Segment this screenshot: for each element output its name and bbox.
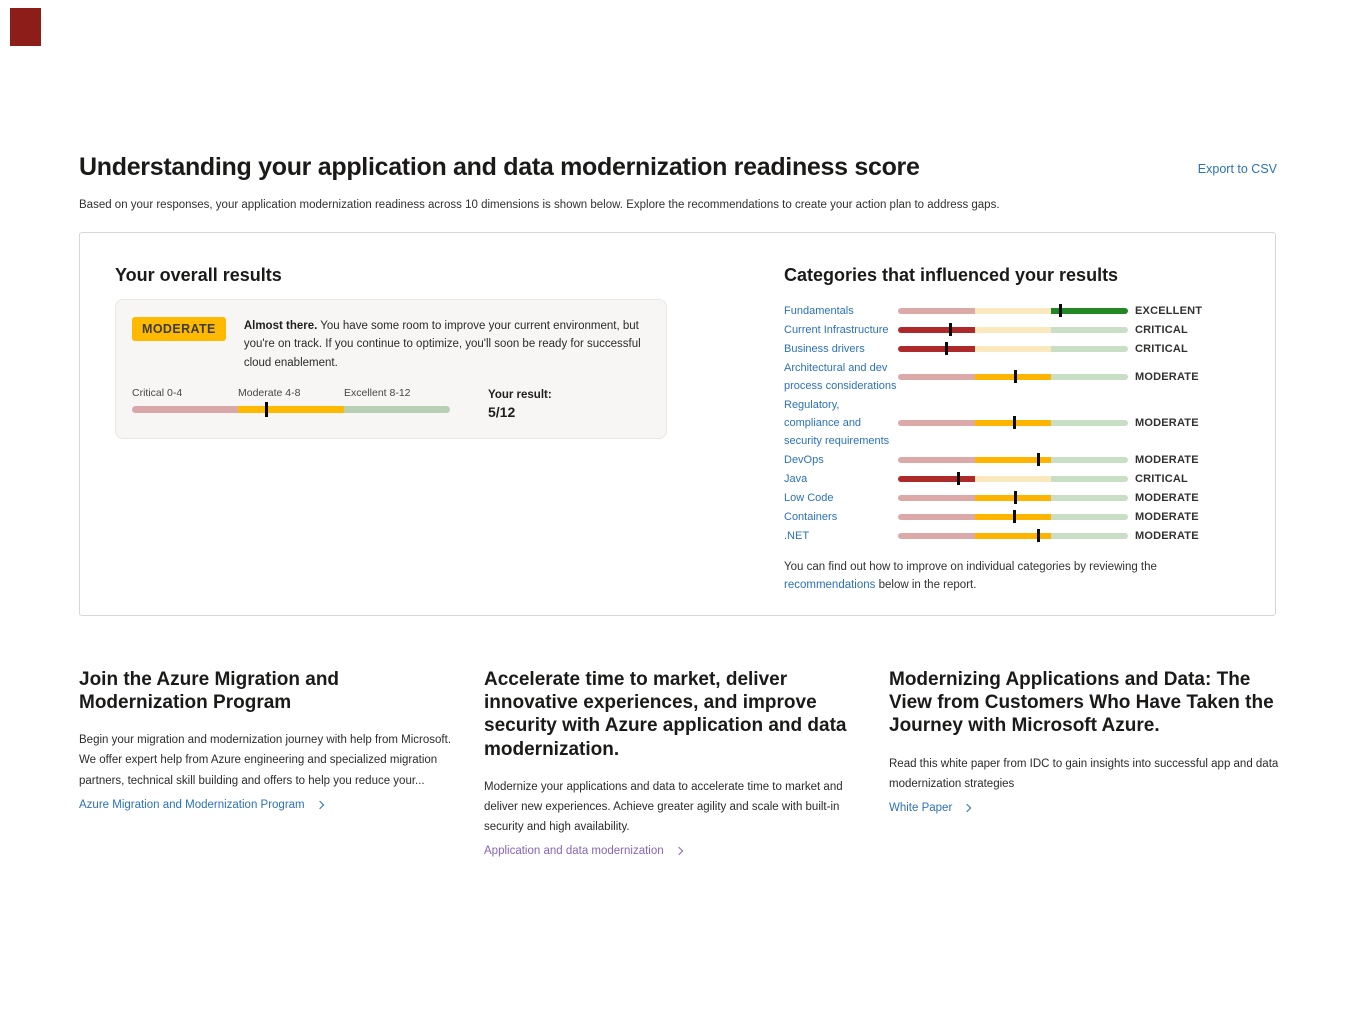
critical-segment [898,533,975,539]
overall-summary-card [115,299,667,439]
summary-bold-text: Almost there. [243,320,318,332]
results-card [79,232,1276,616]
rating-label: EXCELLENT [1135,305,1203,317]
score-marker [1013,510,1016,523]
score-marker [265,402,268,417]
critical-segment [898,457,975,463]
category-link[interactable]: Current Infrastructure [784,324,889,336]
excellent-segment [344,406,450,413]
promo-link-label: White Paper [889,801,953,814]
score-marker [1014,491,1017,504]
overall-score-bar [132,406,450,413]
category-rows [784,302,1254,545]
promo-body: Modernize your applications and data to accelerate time to market and deliver new experiences. Achieve greater agility and scale with built-in security and high availability. [484,780,843,833]
critical-segment [898,514,975,520]
footnote-after: below in the report. [875,579,977,592]
corner-logo-square [10,8,41,46]
category-score-bar [898,457,1128,463]
promo-heading: Join the Azure Migration and Modernization Program [79,669,340,714]
promo-link-label: Application and data modernization [484,845,664,858]
rating-label: MODERATE [1135,417,1199,429]
critical-segment [132,406,238,413]
category-link[interactable]: Fundamentals [784,305,854,317]
excellent-segment [1051,420,1128,426]
score-marker [1059,304,1062,317]
overall-rating-badge: MODERATE [132,317,226,341]
promo-body: Read this white paper from IDC to gain insights into successful app and data modernization strategies [889,757,1279,790]
category-link[interactable]: .NET [784,530,810,542]
overall-score-scale [132,387,450,413]
rating-label: MODERATE [1135,371,1199,383]
overall-summary-text [244,317,650,372]
score-marker [1037,453,1040,466]
category-row [784,489,1254,507]
score-marker [957,472,960,485]
score-marker [949,323,952,336]
promo-body: Begin your migration and modernization journey with help from Microsoft. We offer expert help from Azure engineering and specialized migration partners, technical skill building and offers to help you reduce your... [79,734,452,787]
category-score-bar [898,374,1128,380]
category-row [784,359,1254,395]
scale-label-moderate: Moderate 4-8 [237,387,301,400]
promo-link-label: Azure Migration and Modernization Program [79,798,305,811]
category-score-bar [898,476,1128,482]
promo-card-migration-program [79,668,469,859]
excellent-segment [1051,514,1128,520]
critical-segment [898,476,975,482]
promo-heading: Modernizing Applications and Data: The View from Customers Who Have Taken the Journey with Microsoft Azure. [889,669,1274,737]
footnote-before: You can find out how to improve on individual categories by reviewing the [784,561,1157,573]
result-label: Your result: [488,389,552,402]
categories-heading: Categories that influenced your results [784,265,1119,285]
moderate-segment [238,406,344,413]
result-value: 5/12 [488,404,516,421]
critical-segment [898,420,975,426]
score-marker [945,342,948,355]
your-result-block [488,387,552,420]
critical-segment [898,346,975,352]
category-row [784,340,1254,358]
category-row [784,527,1254,545]
score-marker [1037,529,1040,542]
migration-program-link[interactable] [79,799,323,811]
excellent-segment [1051,374,1128,380]
excellent-segment [1051,327,1128,333]
chevron-right-icon [963,804,971,812]
excellent-segment [1051,495,1128,501]
category-link[interactable]: Architectural and dev process considerations [784,362,897,392]
category-link[interactable]: Business drivers [784,343,865,355]
critical-segment [898,495,975,501]
category-row [784,396,1254,450]
excellent-segment [1051,476,1128,482]
moderate-segment [975,327,1052,333]
category-score-bar [898,308,1128,314]
excellent-segment [1051,457,1128,463]
excellent-segment [1051,308,1128,314]
rating-label: CRITICAL [1135,343,1188,355]
moderate-segment [975,495,1052,501]
promo-card-white-paper [889,668,1279,859]
category-link[interactable]: Containers [784,511,838,523]
critical-segment [898,327,975,333]
rating-label: MODERATE [1135,492,1199,504]
category-row [784,508,1254,526]
rating-label: CRITICAL [1135,324,1188,336]
category-row [784,451,1254,469]
categories-footnote [784,558,1242,595]
rating-label: MODERATE [1135,454,1199,466]
moderate-segment [975,374,1052,380]
categories-pane [784,265,1254,595]
scale-label-critical: Critical 0-4 [132,387,183,400]
category-link[interactable]: Low Code [784,492,834,504]
excellent-segment [1051,346,1128,352]
moderate-segment [975,476,1052,482]
app-data-modernization-link[interactable] [484,845,682,857]
category-row [784,302,1254,320]
promo-card-app-data-modernization [484,668,874,859]
overall-results-pane [115,265,715,439]
page-title: Understanding your application and data modernization readiness score [79,153,920,181]
promo-section [79,668,1279,859]
category-score-bar [898,327,1128,333]
category-row [784,470,1254,488]
overall-results-heading: Your overall results [115,265,282,285]
white-paper-link[interactable] [889,802,970,814]
chevron-right-icon [315,800,323,808]
chevron-right-icon [674,847,682,855]
critical-segment [898,308,975,314]
category-link[interactable]: DevOps [784,454,824,466]
category-score-bar [898,533,1128,539]
critical-segment [898,374,975,380]
export-to-csv-link[interactable]: Export to CSV [1197,162,1277,176]
summary-rest-text: You have some room to improve your current environment, but you're on track. If you continue to optimize, you'll soon be ready for successful cloud enablement. [243,320,641,369]
moderate-segment [975,346,1052,352]
category-link[interactable]: Java [784,473,808,485]
category-link[interactable]: Regulatory, compliance and security requirements [784,399,890,447]
rating-label: MODERATE [1135,511,1199,523]
promo-heading: Accelerate time to market, deliver innovative experiences, and improve security with Azure application and data modernization. [484,669,847,760]
category-score-bar [898,514,1128,520]
rating-label: MODERATE [1135,530,1199,542]
excellent-segment [1051,533,1128,539]
category-score-bar [898,495,1128,501]
page-content [79,0,1277,1018]
category-score-bar [898,420,1128,426]
category-score-bar [898,346,1128,352]
scale-label-excellent: Excellent 8-12 [343,387,411,400]
category-row [784,321,1254,339]
moderate-segment [975,308,1052,314]
rating-label: CRITICAL [1135,473,1188,485]
recommendations-link[interactable]: recommendations [784,579,876,592]
page-subtitle: Based on your responses, your application modernization readiness across 10 dimensions is shown below. Explore the recommendations to create your action plan to address gaps. [79,199,1000,211]
score-marker [1013,416,1016,429]
score-marker [1014,370,1017,383]
